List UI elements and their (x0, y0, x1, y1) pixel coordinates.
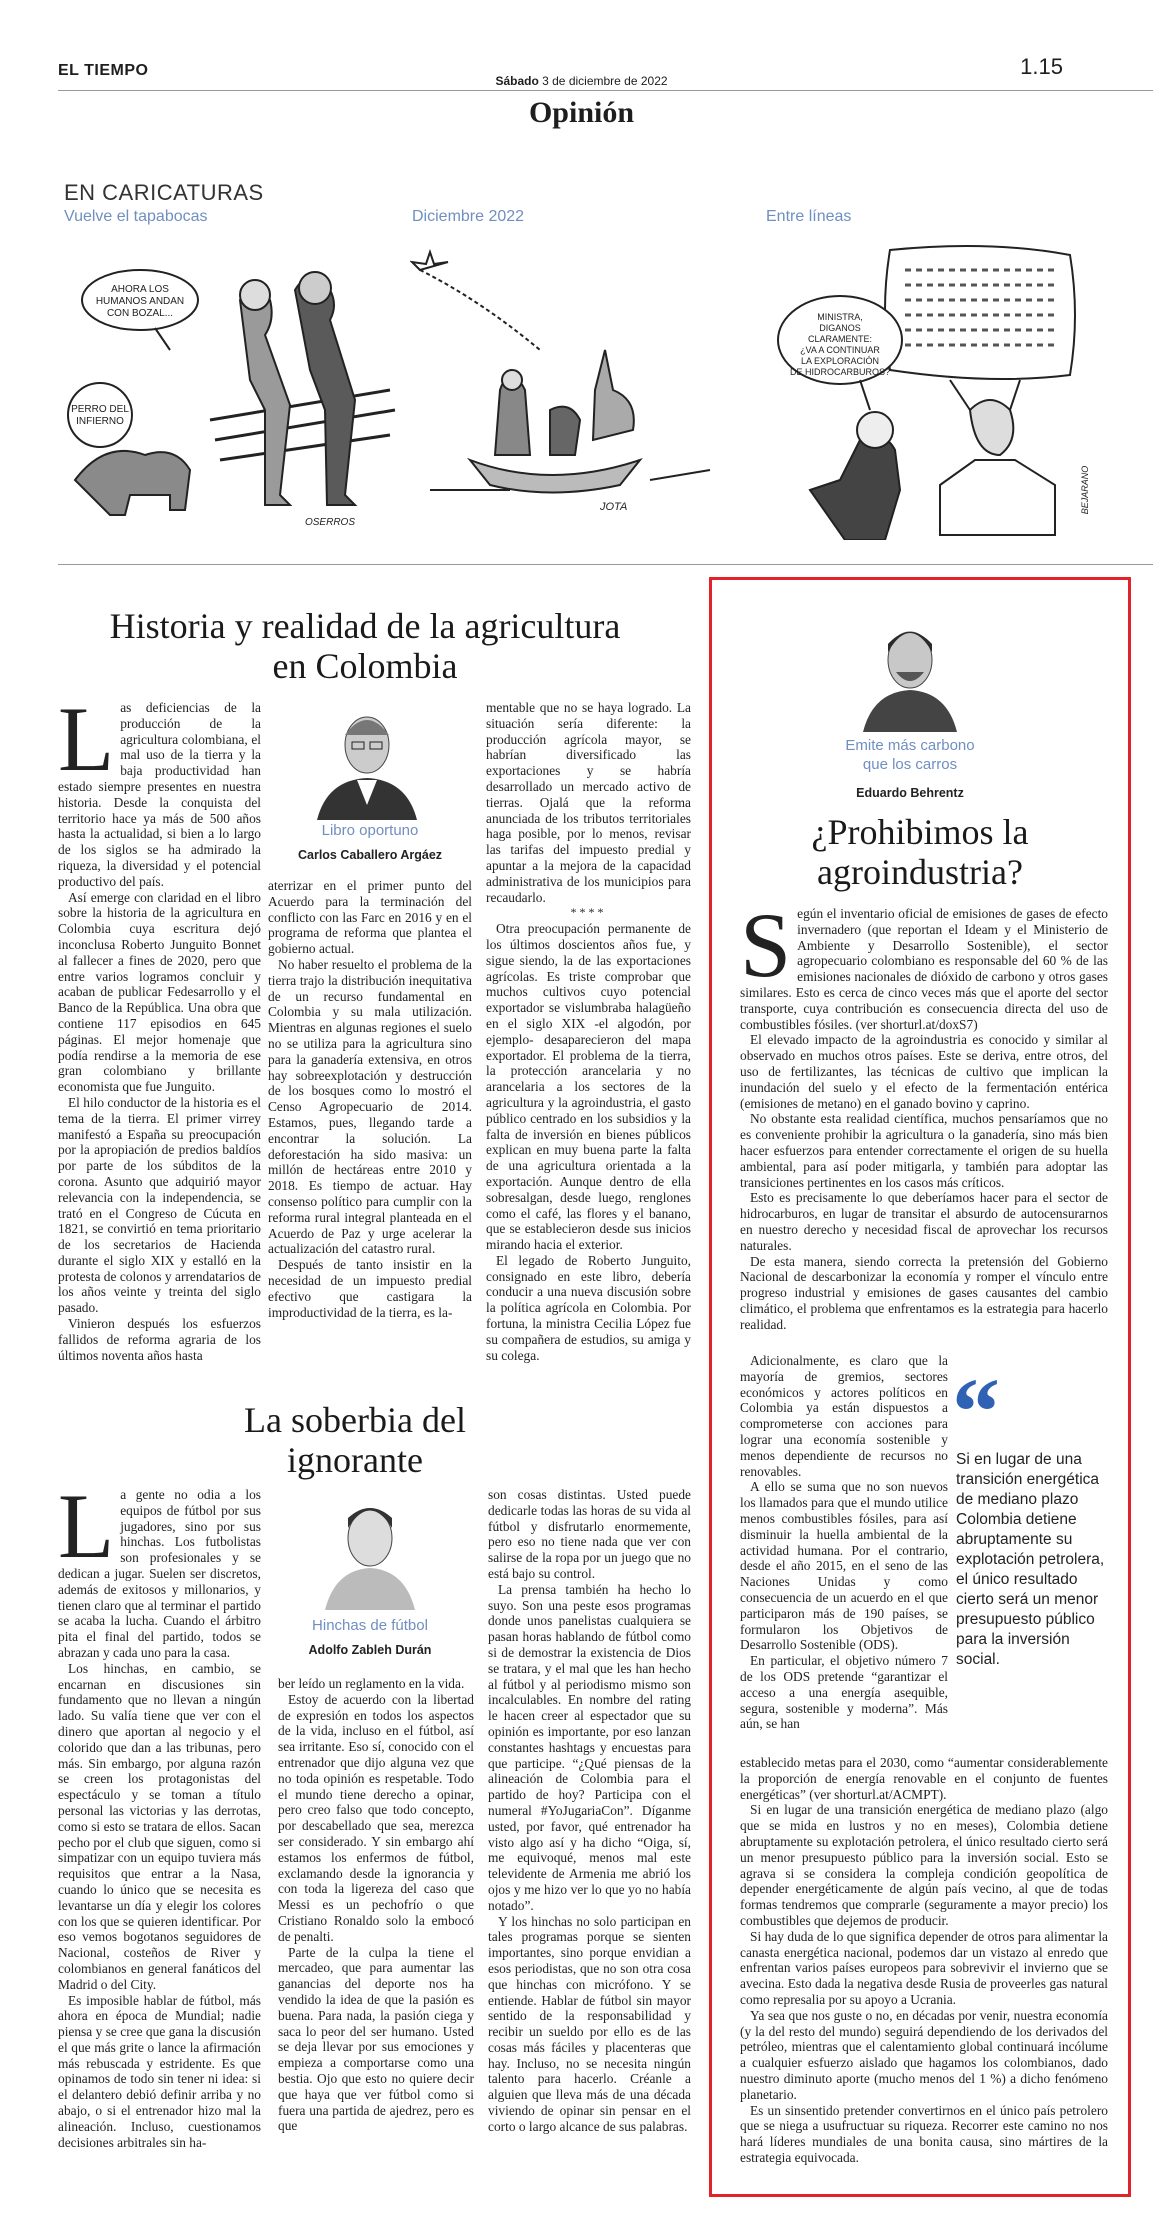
article2-para-7: son cosas distintas. Usted puede dedicarle todas las horas de su vida al fútbol y disfrutarlo enormemente, pero eso no tiene nada que ver con salirse de la ropa por un juego que no está bajo su control. (488, 1487, 691, 1581)
dog-label-2: INFIERNO (76, 416, 124, 427)
article1-para-3: El hilo conductor de la historia es el tema de la tierra. El primer virrey manifestó a España su preocupación por la apropiación de predios baldíos por parte de los súbditos de la corona. Asunto que adquirió mayor relevancia con la independencia, se trató en el Congreso de Cúcuta en 1821, se convirtió en tema prioritario de los secretarios de Hacienda durante el siglo XIX y estalló en la protesta de colonos y arrendatarios de los años veinte y treinta del siglo pasado. (58, 1094, 261, 1316)
issue-date (0, 74, 1163, 88)
minister-speech-6: DE HIDROCARBUROS? (789, 367, 891, 377)
quote-mark-icon: “ (952, 1358, 1000, 1465)
author-photo-behrentz (860, 612, 960, 732)
header-rule (58, 90, 1153, 91)
article1-para-2: Así emerge con claridad en el libro sobre la historia de la agricultura en Colombia cuya escritura dejó inconclusa Roberto Junguito Bonnet al fallecer a fines de 2020, pero que entre varios logramos concluir y acaban de publicar Fedesarrollo y el Banco de la República. Una obra que contiene 117 episodios en 645 páginas. El mejor homenaje que podía rendirse a la memoria de ese gran colombiano y brillante economista que fue Junguito. (58, 889, 261, 1095)
caricature-caption-3: Entre líneas (766, 208, 852, 225)
article3-column-bottom (740, 1755, 1108, 2166)
article2-para-2: Los hinchas, en cambio, se encarnan en discusiones sin fundamento que no llevan a ningún lado. Su valía tiene que ver con el dinero que aportan al negocio y el colorido que dan a las tribunas, pero más. Sin embargo, por alguna razón se creen los protagonistas del espectáculo y se toman a título personal las victorias y las derrotas, como si esto se tratara de ellos. Sacan pecho por el club que siguen, como si simpatizar con un equipo tuviera más requisitos que entrar a la Nasa, cuando lo único que se necesita es levantarse un día y elegir los colores con los que se quieren identificar. Por eso vemos bogotanos seguidores de Nacional, costeños de River y colombianos en general fanáticos del Madrid o del City. (58, 1660, 261, 1992)
article2-column-1 (58, 1475, 261, 2150)
caricatures-rule (58, 564, 1153, 565)
article1-column-1 (58, 688, 261, 1363)
article3-para-3: Esto es precisamente lo que deberíamos hacer para el sector de hidrocarburos, en lugar de transitar el absurdo de autocensurarnos en nuestro derecho y necesidad fiscal de aprovechar los recursos naturales. (740, 1190, 1108, 1253)
cartoon-signature-3: BEJARANO (1080, 465, 1090, 515)
article3-para-8: establecido metas para el 2030, como “aumentar considerablemente la proporción de energía renovable en el conjunto de fuentes energéticas” (ver shorturl.at/ACMPT). (740, 1755, 1108, 1802)
caricature-minister-cartoon (770, 240, 1100, 540)
article2-text: a gente no odia a los equipos de fútbol por sus jugadores, sino por sus hinchas. Los futbolistas son profesionales y se dedican a jugar. Suelen ser discretos, además de exitosos y millonarios, y tienen claro que al terminar el partido se acaba la lucha. Cuando el árbitro pita el final del partido, todos se abrazan y cada uno para la casa. (58, 1487, 261, 1660)
article1-para-8: mentable que no se haya logrado. La situación sería diferente: la producción agrícola mayor, se habrían diversificado las exportaciones y se habría desarrollado un mercado activo de tierras. Ojalá que la reforma anunciada de los tributos territoriales haga posible, por lo menos, revisar las tarifas del impuesto predial y apuntar a la mejora de la capacidad administrativa de los municipios para recaudarlo. (486, 700, 691, 905)
cartoon-signature-2: JOTA (600, 501, 628, 513)
article2-para-3: Es imposible hablar de fútbol, más ahora en época de Mundial; nadie piensa y se cree que gana la discusión el que más grite o lance la afirmación más rebuscada y estridente. Es que opinamos de todo sin tener ni idea: si el delantero debió definir arriba y no abajo, o si el entrenador hizo mal la alineación. Incluso, cuestionamos decisiones arbitrales sin ha- (58, 1992, 261, 2150)
article3-para-10: Si hay duda de lo que significa depender de otros para alimentar la canasta energética nacional, podemos dar un vistazo al enredo que enfrentan varios países europeos para sobrevivir el invierno que se avecina. Esto dada la negativa desde Rusia de proveerles gas natural como represalia por su apoyo a Ucrania. (740, 1928, 1108, 2007)
article3-para-11: Ya sea que nos guste o no, en décadas por venir, nuestra economía (y la del resto del mundo) seguirá dependiendo de los derivados del petróleo, mientras que el calentamiento global continuará incólume a cualquier esfuerzo aislado que hagamos los colombianos, dado nuestro diminuto aporte (mucho menos del 1 %) a dicho fenómeno planetario. (740, 2007, 1108, 2102)
article3-column-narrow (740, 1353, 948, 1732)
article2-author: Adolfo Zableh Durán (308, 1643, 432, 1657)
caricature-caption-2: Diciembre 2022 (412, 208, 525, 225)
article3-intro (740, 894, 1108, 1032)
article3-para-1: El elevado impacto de la agroindustria es conocido y similar al observado en muchos otros países. Este se deriva, entre otros, del uso de fertilizantes, las técnicas de cultivo que implican la inundación del suelo y el efecto de la fermentación entérica (emisiones de metano) en el ganado bovino y caprino. (740, 1032, 1108, 1111)
issue-date-text: 3 de diciembre de 2022 (542, 74, 668, 88)
caricatures-heading: EN CARICATURAS (64, 180, 264, 205)
article2-column-3 (488, 1487, 691, 2135)
article3-title-line-2: agroindustria? (817, 852, 1023, 892)
speech-line-2: HUMANOS ANDAN (95, 296, 185, 307)
article2-para-1 (58, 1475, 261, 1661)
author-photo-zableh (320, 1490, 420, 1610)
newspaper-brand: EL TIEMPO (58, 62, 149, 79)
speech-line-3: CON BOZAL... (106, 308, 174, 319)
dropcap: L (58, 688, 115, 790)
article3-para-9: Si en lugar de una transición energética de mediano plazo (algo que se mida en lustros y no en meses), Colombia detiene abruptamente su explotación petrolera, el único resultado cierto será un menor presupuesto público para la inversión social. Esto se agrava si se considera la compleja condición geopolítica de depender energéticamente de algún país vecino, al que de todas formas tendremos que comprarle (seguramente a mayor precio) los combustibles que dejemos de producir. (740, 1802, 1108, 1928)
author-photo-caballero (312, 700, 422, 820)
minister-speech-5: LA EXPLORACIÓN (800, 356, 880, 366)
article1-text: as deficiencias de la producción de la agricultura colombiana, el mal uso de la tierra y la baja productividad han estado siempre presentes en nuestra historia. Desde la conquista del territorio hace ya más de 500 años hasta la actualidad, si bien a lo largo de los siglos se ha admirado la riqueza, la diversidad y el potencial productivo del país. (58, 700, 261, 889)
article3-title-line-1: ¿Prohibimos la (811, 812, 1029, 852)
article1-caption: Libro oportuno (321, 822, 419, 839)
article2-title: La soberbia del ignorante (244, 1400, 466, 1480)
article1-author: Carlos Caballero Argáez (297, 848, 443, 862)
article1-para-1 (58, 688, 261, 890)
article1-title: Historia y realidad de la agricultura en Colombia (109, 606, 621, 686)
minister-speech-4: ¿VA A CONTINUAR (800, 345, 880, 355)
article3-para-12: Es un sinsentido pretender convertirnos en el único país petrolero que se niega a usufructuar su riqueza. Recorrer este camino no nos hará líderes mundiales de una bonita causa, sino mártires de la estrategia equivocada. (740, 2102, 1108, 2165)
article2-caption: Hinchas de fútbol (312, 1617, 428, 1634)
issue-day: Sábado (495, 74, 539, 88)
article3-caption-line-2: que los carros (862, 756, 958, 773)
article1-para-6: No haber resuelto el problema de la tierra trajo la distribución inequitativa de un recurso fundamental en Colombia y su mala utilización. Mientras en algunas regiones el suelo no se utiliza para la agricultura sino para la ganadería extensiva, en otros hay sobreexplotación y destrucción de los bosques como lo mostró el Censo Agropecuario de 2014. Estamos, pues, llegando tarde a encontrar la solución. La deforestación ha sido masiva: un millón de hectáreas entre 2010 y 2018. Es tiempo de actuar. Hay consenso político para cumplir con la reforma rural integral planteada en el Acuerdo de Paz y urge acelerar la actualización del catastro rural. (268, 956, 472, 1257)
speech-line-1: AHORA LOS (111, 284, 169, 295)
caricature-mask-cartoon (60, 240, 400, 540)
pull-quote: Si en lugar de una transición energética de mediano plazo Colombia detiene abruptamente su explotación petrolera, el único resultado cierto será un menor presupuesto público para la inversión social. (956, 1451, 1105, 1668)
article2-para-4: ber leído un reglamento en la vida. (278, 1676, 465, 1691)
article3-caption-line-1: Emite más carbono (845, 737, 975, 754)
article3-para-2: No obstante esta realidad científica, muchos pensaríamos que no es conveniente prohibir la agricultura o la ganadería, sino más bien hacer esfuerzos para entender correctamente el origen de su huella ambiental, para así poder mitigarla, y también para adoptar las transiciones pertinentes en los casos más críticos. (740, 1111, 1108, 1190)
article3-intro-text: egún el inventario oficial de emisiones de gases de efecto invernadero (que reportan el Ideam y el Ministerio de Ambiente y Desarrollo Sostenible), el sector agropecuario colombiano es responsable del 60 % de las emisiones nacionales de dióxido de carbono y otros gases similares. Esto es cerca de cinco veces más que el aporte del sector transporte, cuya contribución es consecuencia directa del uso de combustibles fósiles. (ver shorturl.at/doxS7) (740, 906, 1108, 1032)
article2-para-6: Parte de la culpa la tiene el mercadeo, que para aumentar las ganancias del deporte nos ha vendido la idea de que la pasión es buena. Para nada, la pasión ciega y saca lo peor del ser humano. Usted se deja llevar por sus emociones y empieza a comportarse como una bestia. Ojo que esto no quiere decir que haya que ver fútbol como si fuera una partida de ajedrez, pero es que (278, 1944, 474, 2134)
dropcap: S (740, 894, 792, 996)
dropcap: L (58, 1475, 115, 1577)
article3-author: Eduardo Behrentz (856, 786, 964, 800)
article1-para-9: Otra preocupación permanente de los últimos doscientos años fue, y sigue siendo, la de las exportaciones agrícolas. Es triste comprobar que muchos cultivos cuyo potencial exportador se vislumbraba halagüeño en el siglo XIX -el algodón, por ejemplo- desaparecieron del mapa exportador. El problema de la tierra, la protección arancelaria y no arancelaria a los sectores de la agricultura y la agroindustria, el gasto público centrado en los subsidios y la falta de inversión en bienes públicos explican en muy buena parte la falta de una agricultura orientada a la exportación. Aunque dentro de ella sobresalgan, desde luego, renglones como el café, las flores y el banano, que se establecieron desde sus inicios mirando hacia el exterior. (486, 921, 691, 1253)
article1-para-5: aterrizar en el primer punto del Acuerdo para la terminación del conflicto con las Farc en 2016 y en el programa de reforma que plantea el gobierno actual. (268, 878, 472, 957)
minister-speech-1: MINISTRA, (817, 312, 863, 322)
article2-para-8: La prensa también ha hecho lo suyo. Son una peste esos programas donde unos panelistas cualquiera se pasan horas hablando de fútbol como si de demostrar la existencia de Dios se tratara, y el mal que les han hecho al fútbol y al periodismo mismo son incalculables. En nombre del rating le hacen creer al espectador que su opinión es importante, por eso lanzan constantes hashtags y encuestas para que participe. “¿Qué piensas de la alineación de Colombia para el partido de hoy? Participa con el numeral #YoJugariaCon”. Díganme usted, por favor, qué entrenador ha visto algo así y ha dicho “Oiga, sí, me equivoqué, menos mal este televidente de Armenia me abrió los ojos y me hizo ver lo que yo no había notado”. (488, 1581, 691, 1913)
page-number: 1.15 (1020, 54, 1063, 79)
article1-column-3 (486, 700, 691, 1363)
article1-para-4: Vinieron después los esfuerzos fallidos de reforma agraria de los últimos noventa años hasta (58, 1316, 261, 1363)
dog-label-1: PERRO DEL (71, 404, 129, 415)
section-stars: **** (570, 905, 607, 920)
article3-para-7: En particular, el objetivo número 7 de los ODS pretende “garantizar el acceso a una energía asequible, segura, sostenible y moderna”. Más aún, se han (740, 1653, 948, 1732)
article2-para-9: Y los hinchas no solo participan en tales programas porque se sienten importantes, sino porque envidian a esos periodistas, que no son otra cosa que hinchas con micrófono. Y se entiende. Hablar de fútbol sin mayor sentido de la responsabilidad y recibir un sueldo por ello es de las cosas más fáciles y placenteras que hay. Incluso, no se necesita ningún talento para hacerlo. Créanle a alguien que lleva más de una década viviendo de opinar sin pensar en el corto o largo alcance de sus palabras. (488, 1913, 691, 2134)
article3-para-5: Adicionalmente, es claro que la mayoría de gremios, sectores económicos y actores políticos en Colombia ya están dispuestos a comprometerse con acciones para lograr una economía sostenible y menos dependiente de recursos no renovables. (740, 1353, 948, 1479)
caricature-caption-1: Vuelve el tapabocas (64, 208, 208, 225)
article3-para-6: A ello se suma que no son nuevos los llamados para que el mundo utilice menos combustibles fósiles, para así disminuir la huella ambiental de la actividad humana. Por el contrario, desde el año 2015, en el seno de las Naciones Unidas y como consecuencia de un acuerdo en el que participaron más de 190 países, se formularon los Objetivos de Desarrollo Sostenible (ODS). (740, 1479, 948, 1653)
article2-column-2 (278, 1676, 474, 2134)
section-title: Opinión (528, 96, 635, 129)
caricature-nativity-cartoon (410, 240, 750, 540)
article3-column-top (740, 894, 1108, 1333)
minister-speech-2: DIGANOS (819, 323, 861, 333)
cartoon-signature-1: OSERROS (304, 517, 356, 528)
minister-speech-3: CLARAMENTE: (807, 334, 873, 344)
article1-para-7: Después de tanto insistir en la necesidad de un impuesto predial efectivo que castigara la improductividad de la tierra, es la- (268, 1257, 472, 1320)
article3-para-4: De esta manera, siendo correcta la pretensión del Gobierno Nacional de descarbonizar la economía y romper el vínculo entre progreso industrial y emisiones de gases causantes del cambio climático, el problema que enfrentamos es la estrategia para hacerlo realidad. (740, 1253, 1108, 1332)
article2-para-5: Estoy de acuerdo con la libertad de expresión en todos los aspectos de la vida, incluso en el fútbol, así sea irritante. Eso sí, conocido con el entrenador que dijo alguna vez que no toda opinión es respetable. Todo el mundo tiene derecho a opinar, pero creo falso que todo concepto, por descabellado que sea, merezca ser considerado. Y sin embargo ahí estamos los enfermos de fútbol, exclamando desde la ignorancia y con toda la ligereza del caso que Messi es un pechofrío o que Cristiano Ronaldo solo la embocó de penalti. (278, 1691, 474, 1944)
article1-para-10: El legado de Roberto Junguito, consignado en este libro, debería conducir a una nueva discusión sobre la política agrícola en Colombia. Por fortuna, la ministra Cecilia López fue su compañera de estudios, su amiga y su colega. (486, 1252, 691, 1363)
article1-column-2 (268, 878, 472, 1320)
